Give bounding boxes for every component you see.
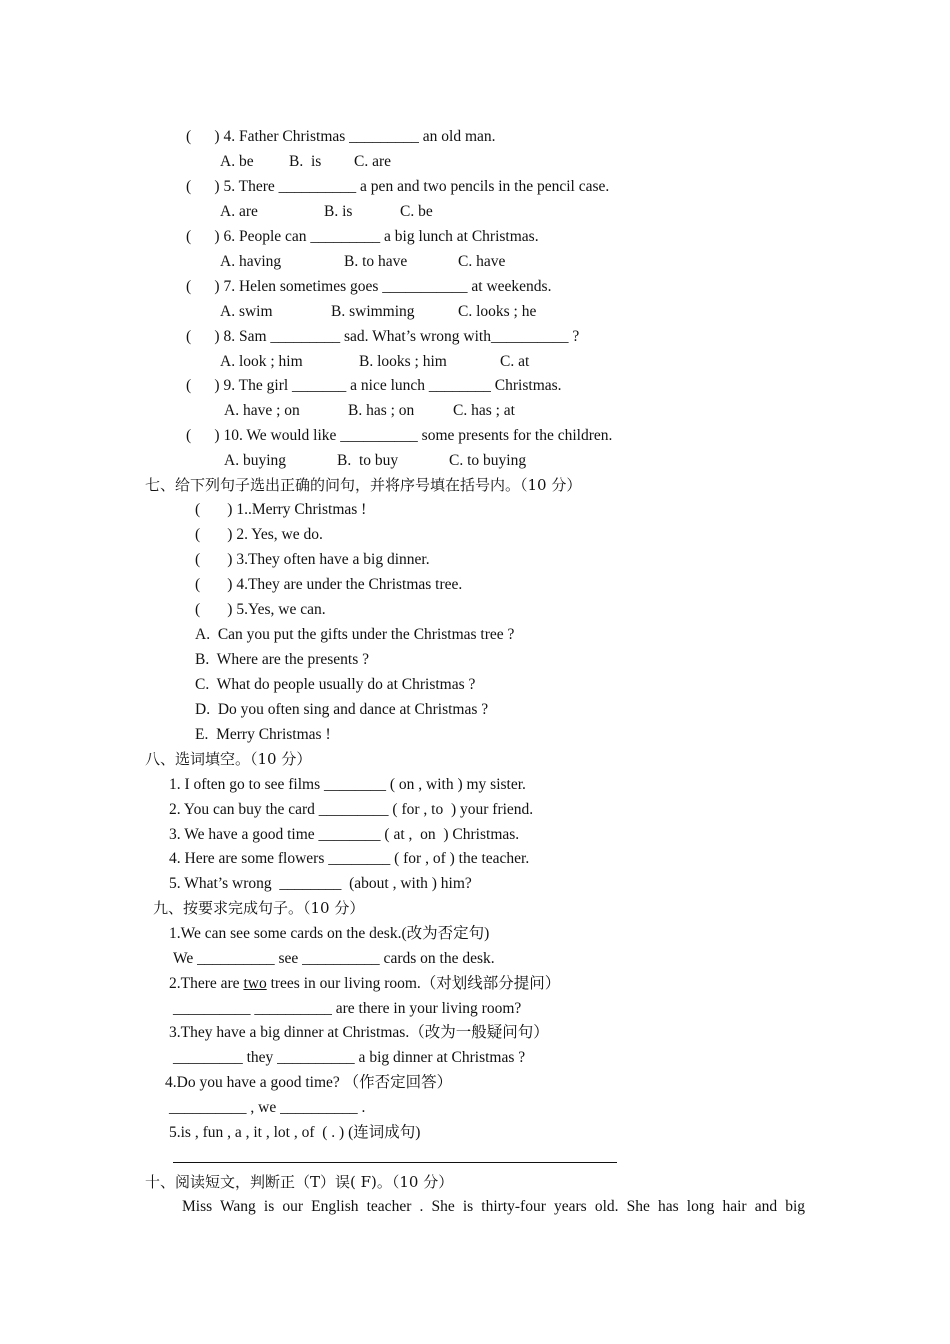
q4-option-b: B. is: [289, 153, 322, 170]
section-10-title: 十、阅读短文，判断正（T）误( F)。（10 分）: [145, 1173, 454, 1191]
part7-item-4: ( ) 4.They are under the Christmas tree.: [195, 576, 463, 593]
q7-option-b: B. swimming: [331, 303, 415, 320]
q5-option-c: C. be: [400, 203, 433, 220]
reading-passage: Miss Wang is our English teacher . She is thirty-four years old. She has long hair and big: [182, 1198, 805, 1215]
part8-item-5: 5. What’s wrong ________ (about , with ) him?: [169, 875, 472, 892]
part9-answer-2: __________ __________ are there in your living room?: [173, 1000, 522, 1017]
question-7: ( ) 7. Helen sometimes goes ___________ at weekends.: [186, 278, 552, 295]
part8-item-1: 1. I often go to see films ________ ( on , with ) my sister.: [169, 776, 526, 793]
q5-option-b: B. is: [324, 203, 353, 220]
section-8-title: 八、选词填空。（10 分）: [145, 750, 312, 768]
question-6: ( ) 6. People can _________ a big lunch at Christmas.: [186, 228, 539, 245]
q7-option-c: C. looks ; he: [458, 303, 537, 320]
section-7-title: 七、给下列句子选出正确的问句，并将序号填在括号内。（10 分）: [145, 476, 582, 494]
part7-item-2: ( ) 2. Yes, we do.: [195, 526, 323, 543]
part9-question-2: [169, 974, 560, 994]
q2-prefix: 2.There are: [169, 975, 244, 992]
part7-item-3: ( ) 3.They often have a big dinner.: [195, 551, 430, 568]
part9-question-1: 1.We can see some cards on the desk.(改为否定句): [169, 925, 490, 942]
part7-option-a: A. Can you put the gifts under the Christmas tree ?: [195, 626, 515, 643]
q10-option-c: C. to buying: [449, 452, 527, 469]
part9-answer-4: __________ , we __________ .: [169, 1099, 366, 1116]
part7-item-1: ( ) 1..Merry Christmas !: [195, 501, 367, 518]
q6-option-c: C. have: [458, 253, 506, 270]
part9-question-4: 4.Do you have a good time? （作否定回答）: [165, 1074, 453, 1091]
q9-option-c: C. has ; at: [453, 402, 515, 419]
part9-question-5: 5.is , fun , a , it , lot , of ( . ) (连词成句): [169, 1124, 421, 1141]
question-9: ( ) 9. The girl _______ a nice lunch ________ Christmas.: [186, 377, 562, 394]
q8-option-c: C. at: [500, 353, 530, 370]
q9-option-a: A. have ; on: [224, 402, 300, 419]
question-10: ( ) 10. We would like __________ some presents for the children.: [186, 427, 613, 444]
part7-option-d: D. Do you often sing and dance at Christmas ?: [195, 701, 489, 718]
part7-item-5: ( ) 5.Yes, we can.: [195, 601, 326, 618]
question-4: ( ) 4. Father Christmas _________ an old man.: [186, 128, 496, 145]
question-5: ( ) 5. There __________ a pen and two pencils in the pencil case.: [186, 178, 610, 195]
part7-option-e: E. Merry Christmas !: [195, 726, 331, 743]
part9-question-3: 3.They have a big dinner at Christmas.（改为一般疑问句）: [169, 1024, 549, 1041]
question-8: ( ) 8. Sam _________ sad. What’s wrong with__________ ?: [186, 328, 580, 345]
q10-option-b: B. to buy: [337, 452, 399, 469]
q10-option-a: A. buying: [224, 452, 286, 469]
part7-option-b: B. Where are the presents ?: [195, 651, 370, 668]
part9-answer-3: _________ they __________ a big dinner at Christmas ?: [173, 1049, 526, 1066]
q2-underlined-word: two: [243, 975, 267, 992]
q4-option-c: C. are: [354, 153, 392, 170]
part9-answer-1: We __________ see __________ cards on the desk.: [173, 950, 495, 967]
part7-option-c: C. What do people usually do at Christmas ?: [195, 676, 476, 693]
q6-option-b: B. to have: [344, 253, 408, 270]
answer-line: [173, 1162, 617, 1163]
q4-option-a: A. be: [220, 153, 254, 170]
q6-option-a: A. having: [220, 253, 282, 270]
part8-item-4: 4. Here are some flowers ________ ( for , of ) the teacher.: [169, 850, 530, 867]
section-9-title: 九、按要求完成句子。（10 分）: [153, 899, 365, 917]
part8-item-2: 2. You can buy the card _________ ( for , to ) your friend.: [169, 801, 534, 818]
q8-option-b: B. looks ; him: [359, 353, 447, 370]
part8-item-3: 3. We have a good time ________ ( at , on ) Christmas.: [169, 826, 520, 843]
q9-option-b: B. has ; on: [348, 402, 415, 419]
q2-suffix: trees in our living room.（对划线部分提问）: [266, 975, 561, 992]
q8-option-a: A. look ; him: [220, 353, 303, 370]
q7-option-a: A. swim: [220, 303, 273, 320]
q5-option-a: A. are: [220, 203, 258, 220]
